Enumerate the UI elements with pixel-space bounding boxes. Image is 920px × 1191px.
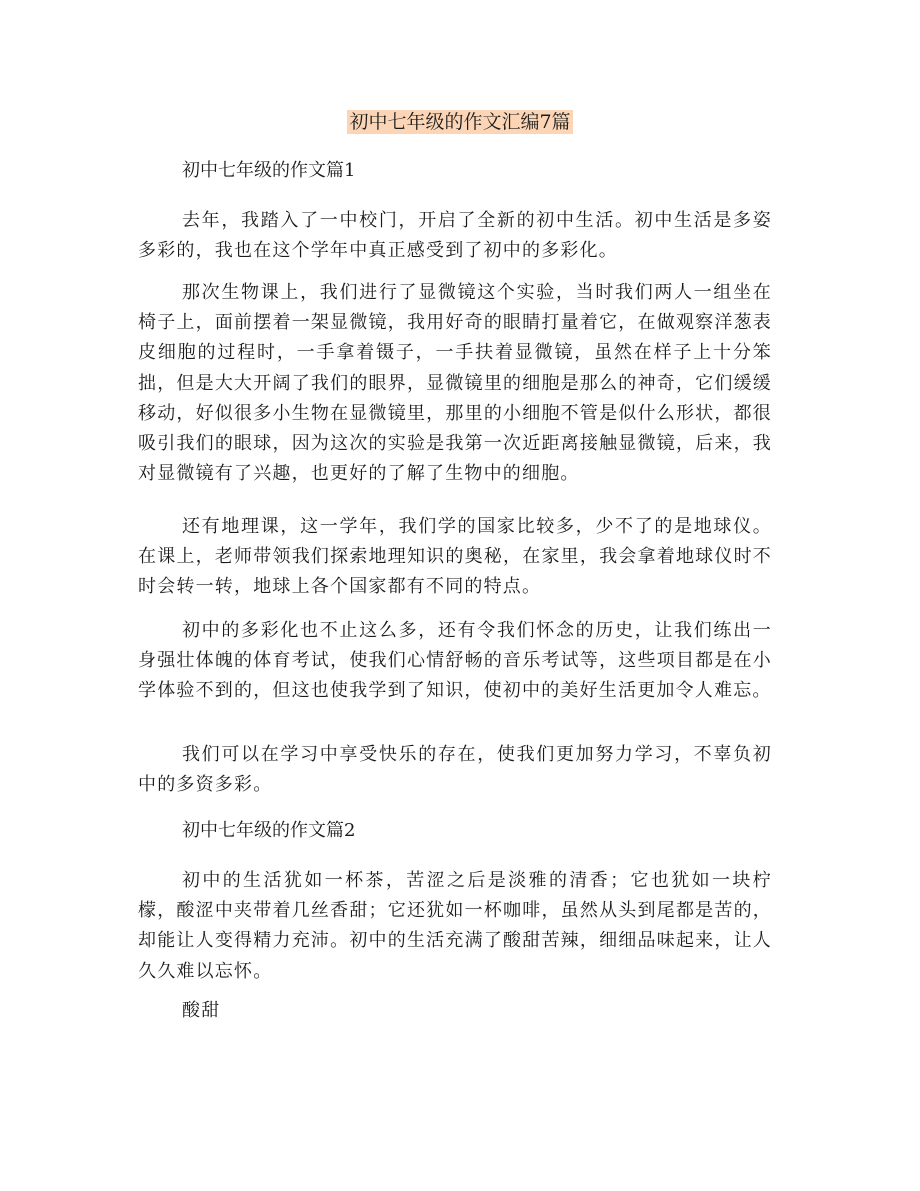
paragraph: 还有地理课，这一学年，我们学的国家比较多，少不了的是地球仪。在课上，老师带领我们探索地理知识的奥秘，在家里，我会拿着地球仪时不时会转一转，地球上各个国家都有不同的特点。	[138, 516, 772, 598]
paragraph: 初中的生活犹如一杯茶，苦涩之后是淡雅的清香；它也犹如一块柠檬，酸涩中夹带着几丝香甜；它还犹如一杯咖啡，虽然从头到尾都是苦的，却能让人变得精力充沛。初中的生活充满了酸甜苦辣，细细品味起来，让人久久难以忘怀。	[138, 870, 772, 982]
document-title-text: 初中七年级的作文汇编7篇	[349, 111, 571, 133]
paragraph: 酸甜	[182, 1000, 221, 1021]
paragraph: 那次生物课上，我们进行了显微镜这个实验，当时我们两人一组坐在椅子上，面前摆着一架显微镜，我用好奇的眼睛打量着它，在做观察洋葱表皮细胞的过程时，一手拿着镊子，一手扶着显微镜，虽然在样子上十分笨拙，但是大大开阔了我们的眼界，显微镜里的细胞是那么的神奇，它们缓缓移动，好似很多小生物在显微镜里，那里的小细胞不管是似什么形状，都很吸引我们的眼球，因为这次的实验是我第一次近距离接触显微镜，后来，我对显微镜有了兴趣，也更好的了解了生物中的细胞。	[138, 282, 772, 485]
paragraph: 我们可以在学习中享受快乐的存在，使我们更加努力学习，不辜负初中的多资多彩。	[138, 744, 772, 796]
paragraph: 初中的多彩化也不止这么多，还有令我们怀念的历史，让我们练出一身强壮体魄的体育考试，使我们心情舒畅的音乐考试等，这些项目都是在小学体验不到的，但这也使我学到了知识，使初中的美好生活更加令人难忘。	[138, 620, 772, 702]
paragraph: 去年，我踏入了一中校门，开启了全新的初中生活。初中生活是多姿多彩的，我也在这个学年中真正感受到了初中的多彩化。	[138, 210, 772, 262]
section-heading-2: 初中七年级的作文篇2	[182, 820, 356, 841]
section-heading-1: 初中七年级的作文篇1	[182, 160, 356, 181]
document-title	[0, 108, 920, 136]
